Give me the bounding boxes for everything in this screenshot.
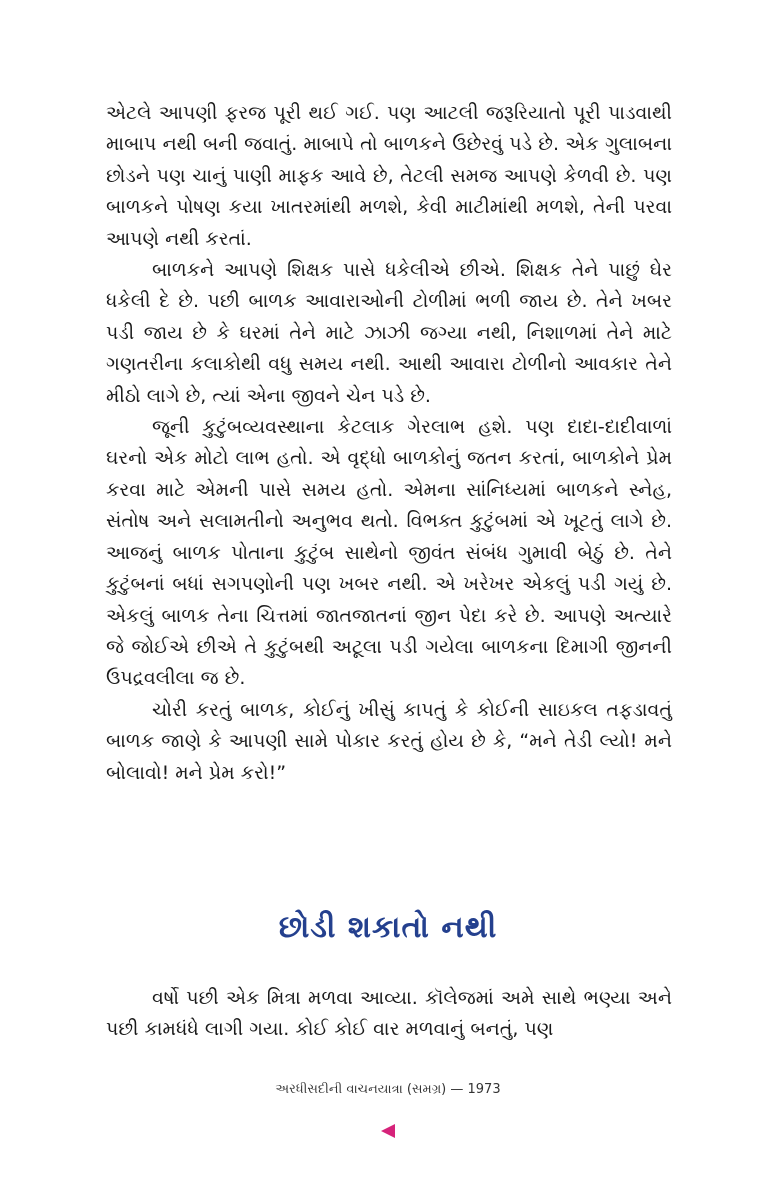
- body-text-section-1: [106, 98, 672, 789]
- paragraph-1: એટલે આપણી ફરજ પૂરી થઈ ગઈ. પણ આટલી જરૂરિયાતો પૂરી પાડવાથી માબાપ નથી બની જવાતું. માબાપે તો બાળકને ઉછેરવું પડે છે. એક ગુલાબના છોડને પણ ચાનું પાણી માફક આવે છે, તેટલી સમજ આપણે કેળવી છે. પણ બાળકને પોષણ કયા ખાતરમાંથી મળશે, કેવી માટીમાંથી મળશે, તેની પરવા આપણે નથી કરતાં.: [106, 102, 672, 250]
- paragraph-4: ચોરી કરતું બાળક, કોઈનું ખીસું કાપતું કે કોઈની સાઇકલ તફડાવતું બાળક જાણે કે આપણી સામે પોકાર કરતું હોય છે કે, “મને તેડી લ્યો! મને બોલાવો! મને પ્રેમ કરો!”: [106, 698, 672, 784]
- previous-page-arrow-icon[interactable]: [381, 1124, 395, 1138]
- body-text-section-2: [106, 983, 672, 1046]
- section-heading: છોડી શકાતો નથી: [278, 910, 498, 945]
- paragraph-2: બાળકને આપણે શિક્ષક પાસે ધકેલીએ છીએ. શિક્ષક તેને પાછું ઘેર ધકેલી દે છે. પછી બાળક આવારાઓની ટોળીમાં ભળી જાય છે. તેને ખબર પડી જાય છે કે ઘરમાં તેને માટે ઝાઝી જગ્યા નથી, નિશાળમાં તેને માટે ગણતરીના કલાકોથી વધુ સમય નથી. આથી આવારા ટોળીનો આવકાર તેને મીઠો લાગે છે, ત્યાં એના જીવને ચેન પડે છે.: [106, 259, 672, 407]
- page-footer: અરધીસદીની વાચનયાત્રા (સમગ્ર) — 1973: [275, 1082, 501, 1097]
- paragraph-5: વર્ષો પછી એક મિત્રા મળવા આવ્યા. કૉલેજમાં અમે સાથે ભણ્યા અને પછી કામધંધે લાગી ગયા. કોઈ કોઈ વાર મળવાનું બનતું, પણ: [106, 987, 672, 1041]
- paragraph-3: જૂની કુટુંબવ્યવસ્થાના કેટલાક ગેરલાભ હશે. પણ દાદા-દાદીવાળાં ઘરનો એક મોટો લાભ હતો. એ વૃદ્ધો બાળકોનું જતન કરતાં, બાળકોને પ્રેમ કરવા માટે એમની પાસે સમય હતો. એમના સાંનિધ્યમાં બાળકને સ્નેહ, સંતોષ અને સલામતીનો અનુભવ થતો. વિભક્ત કુટુંબમાં એ ખૂટતું લાગે છે. આજનું બાળક પોતાના કુટુંબ સાથેનો જીવંત સંબંધ ગુમાવી બેઠું છે. તેને કુટુંબનાં બધાં સગપણોની પણ ખબર નથી. એ ખરેખર એકલું પડી ગયું છે. એકલું બાળક તેના ચિત્તમાં જાતજાતનાં જીન પેદા કરે છે. આપણે અત્યારે જે જોઈએ છીએ તે કુટુંબથી અટૂલા પડી ગયેલા બાળકના દિમાગી જીનની ઉપદ્રવલીલા જ છે.: [106, 416, 672, 690]
